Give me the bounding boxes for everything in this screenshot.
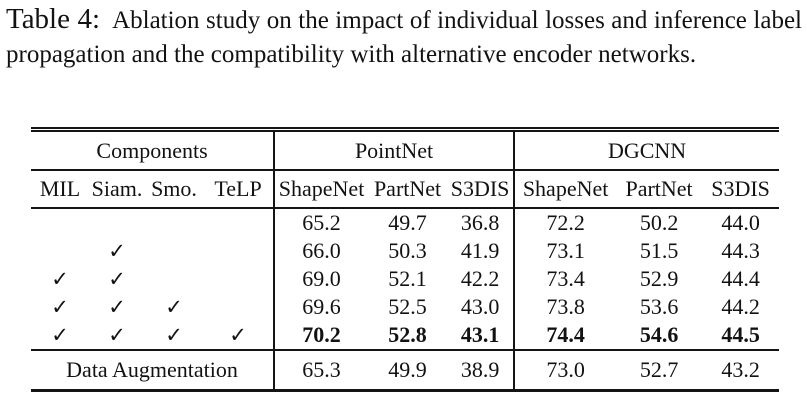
- value-cell: 65.2: [274, 208, 368, 237]
- data-augmentation-row: [31, 350, 779, 391]
- value-cell: 69.6: [274, 293, 368, 321]
- value-cell: 52.8: [388, 322, 427, 347]
- table-row: [31, 237, 779, 265]
- value-cell: 52.1: [388, 266, 427, 291]
- check-cell-siam: ✓: [108, 238, 126, 263]
- value-cell: 42.2: [460, 266, 500, 291]
- group-header-row: [31, 130, 779, 171]
- value-cell: 43.1: [460, 322, 500, 347]
- value-cell: 43.0: [460, 294, 500, 319]
- check-cell-smo: [145, 265, 203, 293]
- check-cell-telp: [203, 265, 274, 293]
- value-cell: 43.2: [702, 350, 779, 391]
- column-group-components: Components: [31, 130, 274, 171]
- check-cell-mil: [31, 237, 89, 265]
- value-cell: 73.8: [514, 293, 616, 321]
- col-header-siam: Siam.: [89, 170, 145, 208]
- value-cell: 52.9: [639, 266, 679, 291]
- col-header-mil: MIL: [31, 170, 89, 208]
- value-cell: 53.6: [639, 294, 679, 319]
- table-row: [31, 293, 779, 321]
- check-cell-mil: ✓: [51, 322, 69, 347]
- check-cell-smo: ✓: [165, 294, 183, 319]
- value-cell: 65.3: [274, 350, 368, 391]
- column-group-dgcnn: DGCNN: [514, 130, 779, 171]
- col-header-smo: Smo.: [145, 170, 203, 208]
- value-cell: 69.0: [274, 265, 368, 293]
- data-augmentation-label: Data Augmentation: [31, 350, 274, 391]
- table-row-best: [31, 321, 779, 350]
- value-cell: 44.2: [721, 294, 760, 319]
- col-header-dgcnn-s3dis: S3DIS: [702, 170, 779, 208]
- col-header-dgcnn-shapenet: ShapeNet: [514, 170, 616, 208]
- value-cell: 66.0: [274, 237, 368, 265]
- value-cell: 44.3: [721, 238, 760, 263]
- check-cell-telp: ✓: [229, 322, 247, 347]
- value-cell: 70.2: [274, 321, 368, 350]
- value-cell: 50.3: [388, 238, 427, 263]
- check-cell-mil: ✓: [51, 266, 69, 291]
- value-cell: 44.4: [721, 266, 760, 291]
- caption-label: Table 4:: [6, 3, 101, 35]
- check-cell-siam: ✓: [108, 322, 126, 347]
- value-cell: 50.2: [639, 210, 679, 235]
- col-header-pointnet-partnet: PartNet: [368, 170, 447, 208]
- value-cell: 52.5: [388, 294, 427, 319]
- table-row: [31, 208, 779, 237]
- value-cell: 72.2: [514, 208, 616, 237]
- check-cell-telp: [203, 293, 274, 321]
- check-cell-siam: ✓: [108, 294, 126, 319]
- check-cell-smo: [145, 237, 203, 265]
- value-cell: 74.4: [514, 321, 616, 350]
- value-cell: 54.6: [639, 322, 679, 347]
- table-row: [31, 265, 779, 293]
- check-cell-telp: [203, 208, 274, 237]
- column-group-pointnet: PointNet: [274, 130, 514, 171]
- check-cell-smo: [145, 208, 203, 237]
- col-header-dgcnn-partnet: PartNet: [616, 170, 702, 208]
- table-caption: [6, 2, 802, 72]
- ablation-table: [31, 127, 779, 392]
- value-cell: 49.9: [368, 350, 447, 391]
- value-cell: 73.4: [514, 265, 616, 293]
- value-cell: 41.9: [460, 238, 500, 263]
- value-cell: 51.5: [639, 238, 679, 263]
- col-header-telp: TeLP: [203, 170, 274, 208]
- value-cell: 44.0: [721, 210, 760, 235]
- check-cell-smo: ✓: [165, 322, 183, 347]
- check-cell-mil: ✓: [51, 294, 69, 319]
- value-cell: 73.0: [514, 350, 616, 391]
- col-header-pointnet-s3dis: S3DIS: [447, 170, 514, 208]
- column-header-row: [31, 170, 779, 208]
- check-cell-siam: ✓: [108, 266, 126, 291]
- col-header-pointnet-shapenet: ShapeNet: [274, 170, 368, 208]
- check-cell-telp: [203, 237, 274, 265]
- caption-text: Ablation study on the impact of individual losses and inference label propagation and the compatibility with alternative encoder networks.: [6, 7, 802, 68]
- value-cell: 49.7: [388, 210, 427, 235]
- value-cell: 73.1: [514, 237, 616, 265]
- check-cell-siam: [89, 208, 145, 237]
- value-cell: 44.5: [721, 322, 760, 347]
- value-cell: 36.8: [460, 210, 500, 235]
- check-cell-mil: [31, 208, 89, 237]
- value-cell: 38.9: [447, 350, 514, 391]
- value-cell: 52.7: [616, 350, 702, 391]
